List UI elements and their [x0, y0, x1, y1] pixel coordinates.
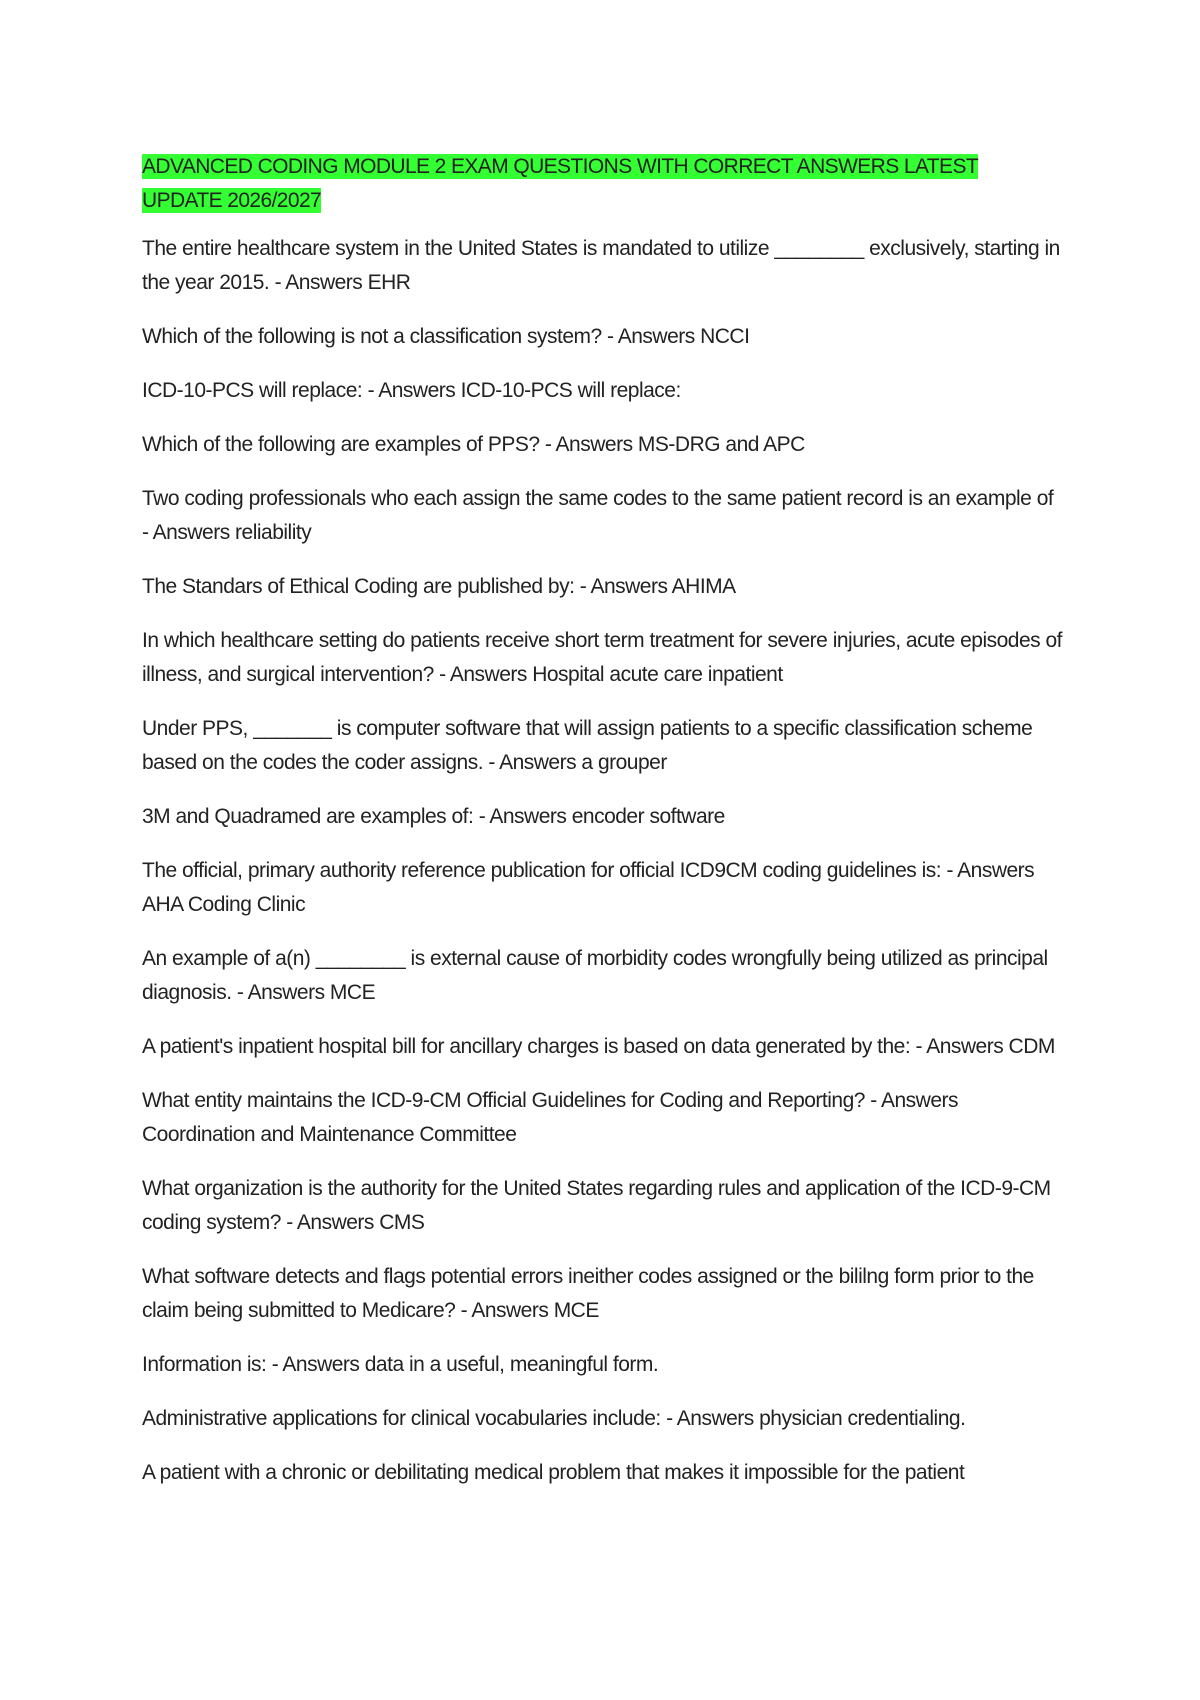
question-item: In which healthcare setting do patients receive short term treatment for severe injuries, acute episodes of illness, and surgical intervention? - Answers Hospital acute care inpatient [142, 629, 1063, 686]
question-item: A patient with a chronic or debilitating medical problem that makes it impossible for the patient [142, 1461, 965, 1484]
question-list [142, 232, 1062, 1490]
question-item: The official, primary authority reference publication for official ICD9CM coding guidelines is: - Answers AHA Coding Clinic [142, 859, 1035, 916]
question-item: What software detects and flags potential errors ineither codes assigned or the bililng form prior to the claim being submitted to Medicare? - Answers MCE [142, 1265, 1034, 1322]
question-item: Two coding professionals who each assign the same codes to the same patient record is an example of - Answers reliability [142, 487, 1054, 544]
question-item: Administrative applications for clinical vocabularies include: - Answers physician credentialing. [142, 1407, 966, 1430]
document-page [142, 150, 1062, 1510]
question-item: Which of the following is not a classification system? - Answers NCCI [142, 325, 750, 348]
question-item: A patient's inpatient hospital bill for ancillary charges is based on data generated by the: - Answers CDM [142, 1035, 1055, 1058]
question-item: ICD-10-PCS will replace: - Answers ICD-10-PCS will replace: [142, 379, 681, 402]
document-title [142, 150, 1062, 218]
question-item: What organization is the authority for the United States regarding rules and application of the ICD-9-CM coding system? - Answers CMS [142, 1177, 1051, 1234]
question-item: The entire healthcare system in the United States is mandated to utilize ________ exclusively, starting in the year 2015. - Answers EHR [142, 237, 1060, 294]
question-item: What entity maintains the ICD-9-CM Official Guidelines for Coding and Reporting? - Answers Coordination and Maintenance Committee [142, 1089, 958, 1146]
question-item: The Standars of Ethical Coding are published by: - Answers AHIMA [142, 575, 736, 598]
question-item: Under PPS, _______ is computer software that will assign patients to a specific classification scheme based on the codes the coder assigns. - Answers a grouper [142, 717, 1033, 774]
question-item: 3M and Quadramed are examples of: - Answers encoder software [142, 805, 725, 828]
question-item: Information is: - Answers data in a useful, meaningful form. [142, 1353, 659, 1376]
question-item: Which of the following are examples of PPS? - Answers MS-DRG and APC [142, 433, 805, 456]
question-item: An example of a(n) ________ is external cause of morbidity codes wrongfully being utilized as principal diagnosis. - Answers MCE [142, 947, 1048, 1004]
title-highlight: ADVANCED CODING MODULE 2 EXAM QUESTIONS WITH CORRECT ANSWERS LATEST UPDATE 2026/2027 [142, 155, 979, 212]
